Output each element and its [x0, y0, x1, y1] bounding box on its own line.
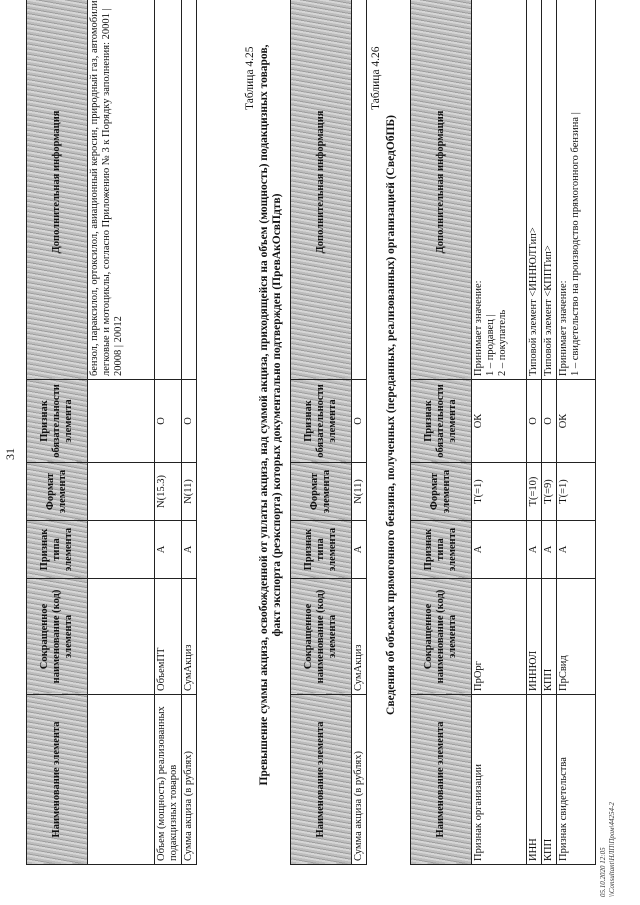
cell-info: Типовой элемент <КППТип> [542, 0, 557, 380]
cell-code: ОбъемПТ [155, 579, 182, 695]
header-row [411, 0, 472, 865]
table-row [557, 0, 596, 865]
column-header: Дополнительная информация [27, 0, 88, 380]
cell-req: О [352, 380, 367, 463]
cell-type: А [182, 521, 197, 579]
cell-req: О [527, 380, 542, 463]
table-row [472, 0, 527, 865]
column-header: Признак типа элемента [291, 521, 352, 579]
header-row [27, 0, 88, 865]
table-row [352, 0, 367, 865]
table-4-26 [410, 0, 596, 865]
column-header: Сокращенное наименование (код) элемента [291, 579, 352, 695]
cell-info: Принимает значение: 1 – свидетельство на производство прямогонного бензина | [557, 0, 596, 380]
cell-info: Типовой элемент <ИННЮЛТип> [527, 0, 542, 380]
cell-code: СумАкциз [352, 579, 367, 695]
cell-req: О [155, 380, 182, 463]
cell-name: Сумма акциза (в рублях) [182, 695, 197, 865]
cell-info: Принимает значение: 1 – продавец | 2 – покупатель [472, 0, 527, 380]
column-header: Формат элемента [27, 463, 88, 521]
column-header: Формат элемента [411, 463, 472, 521]
cell-code: СумАкциз [182, 579, 197, 695]
column-header: Наименование элемента [27, 695, 88, 865]
cell-req: О [542, 380, 557, 463]
table-row [527, 0, 542, 865]
cell-name: Признак свидетельства [557, 695, 596, 865]
column-header: Дополнительная информация [291, 0, 352, 380]
cell-name: Сумма акциза (в рублях) [352, 695, 367, 865]
cell-info: бензол, параксилол, ортоксилол, авиационный керосин, природный газ, автомобили легковые и мотоциклы, согласно Приложению № 3 к Порядку заполнения: 20001 | 20008 | 20012 [88, 0, 155, 380]
column-header: Дополнительная информация [411, 0, 472, 380]
cell-type: А [352, 521, 367, 579]
cell-req [88, 380, 155, 463]
cell-code: ИННЮЛ [527, 579, 542, 695]
cell-format: T(=1) [472, 463, 527, 521]
cell-code: КПП [542, 579, 557, 695]
cell-req: ОК [472, 380, 527, 463]
table-title-4-26: Сведения об объемах прямогонного бензина, полученных (переданных, реализованных) организацией (СведОбПБ) [385, 115, 397, 715]
cell-code: ПрСвид [557, 579, 596, 695]
header-row [291, 0, 352, 865]
column-header: Признак типа элемента [27, 521, 88, 579]
cell-type: А [155, 521, 182, 579]
cell-name: Объем (мощность) реализованных подакцизных товаров [155, 695, 182, 865]
table-row [542, 0, 557, 865]
cell-format: N(15.3) [155, 463, 182, 521]
column-header: Признак обязательности элемента [27, 380, 88, 463]
cell-format: N(11) [182, 463, 197, 521]
table-number-4-25: Таблица 4.25 [244, 46, 256, 110]
cell-type: А [557, 521, 596, 579]
column-header: Формат элемента [291, 463, 352, 521]
cell-type: А [472, 521, 527, 579]
cell-info [155, 0, 182, 380]
column-header: Признак обязательности элемента [411, 380, 472, 463]
cell-type: А [542, 521, 557, 579]
table-4-25 [290, 0, 367, 865]
table-continuation [26, 0, 197, 865]
column-header: Наименование элемента [411, 695, 472, 865]
column-header: Признак типа элемента [411, 521, 472, 579]
column-header: Сокращенное наименование (код) элемента [27, 579, 88, 695]
cell-req: ОК [557, 380, 596, 463]
cell-name: ИНН [527, 695, 542, 865]
footer-stamp: 05.10.2020 12:05 \\Consultant\НЛП\Пром\44254-2 [599, 802, 616, 897]
table-row [88, 0, 155, 865]
table-row [182, 0, 197, 865]
cell-name: КПП [542, 695, 557, 865]
cell-info [182, 0, 197, 380]
table-number-4-26: Таблица 4.26 [370, 46, 382, 110]
cell-type [88, 521, 155, 579]
table-row [155, 0, 182, 865]
cell-req: О [182, 380, 197, 463]
cell-name: Признак организации [472, 695, 527, 865]
cell-format: T(=10) [527, 463, 542, 521]
cell-type: А [527, 521, 542, 579]
cell-name [88, 695, 155, 865]
page-number: 31 [3, 448, 17, 460]
column-header: Признак обязательности элемента [291, 380, 352, 463]
column-header: Сокращенное наименование (код) элемента [411, 579, 472, 695]
cell-code: ПрОрг [472, 579, 527, 695]
cell-info [352, 0, 367, 380]
cell-format: T(=9) [542, 463, 557, 521]
table-title-4-25: Превышение суммы акциза, освобожденной от уплаты акциза, над суммой акциза, приходящейся на объем (мощность) подакцизных товаров, факт экспорта (реэкспорта) которых документально подтвержден (ПревАкОсвПдтв) [258, 44, 283, 786]
cell-format: T(=1) [557, 463, 596, 521]
cell-format: N(11) [352, 463, 367, 521]
cell-format [88, 463, 155, 521]
cell-code [88, 579, 155, 695]
column-header: Наименование элемента [291, 695, 352, 865]
